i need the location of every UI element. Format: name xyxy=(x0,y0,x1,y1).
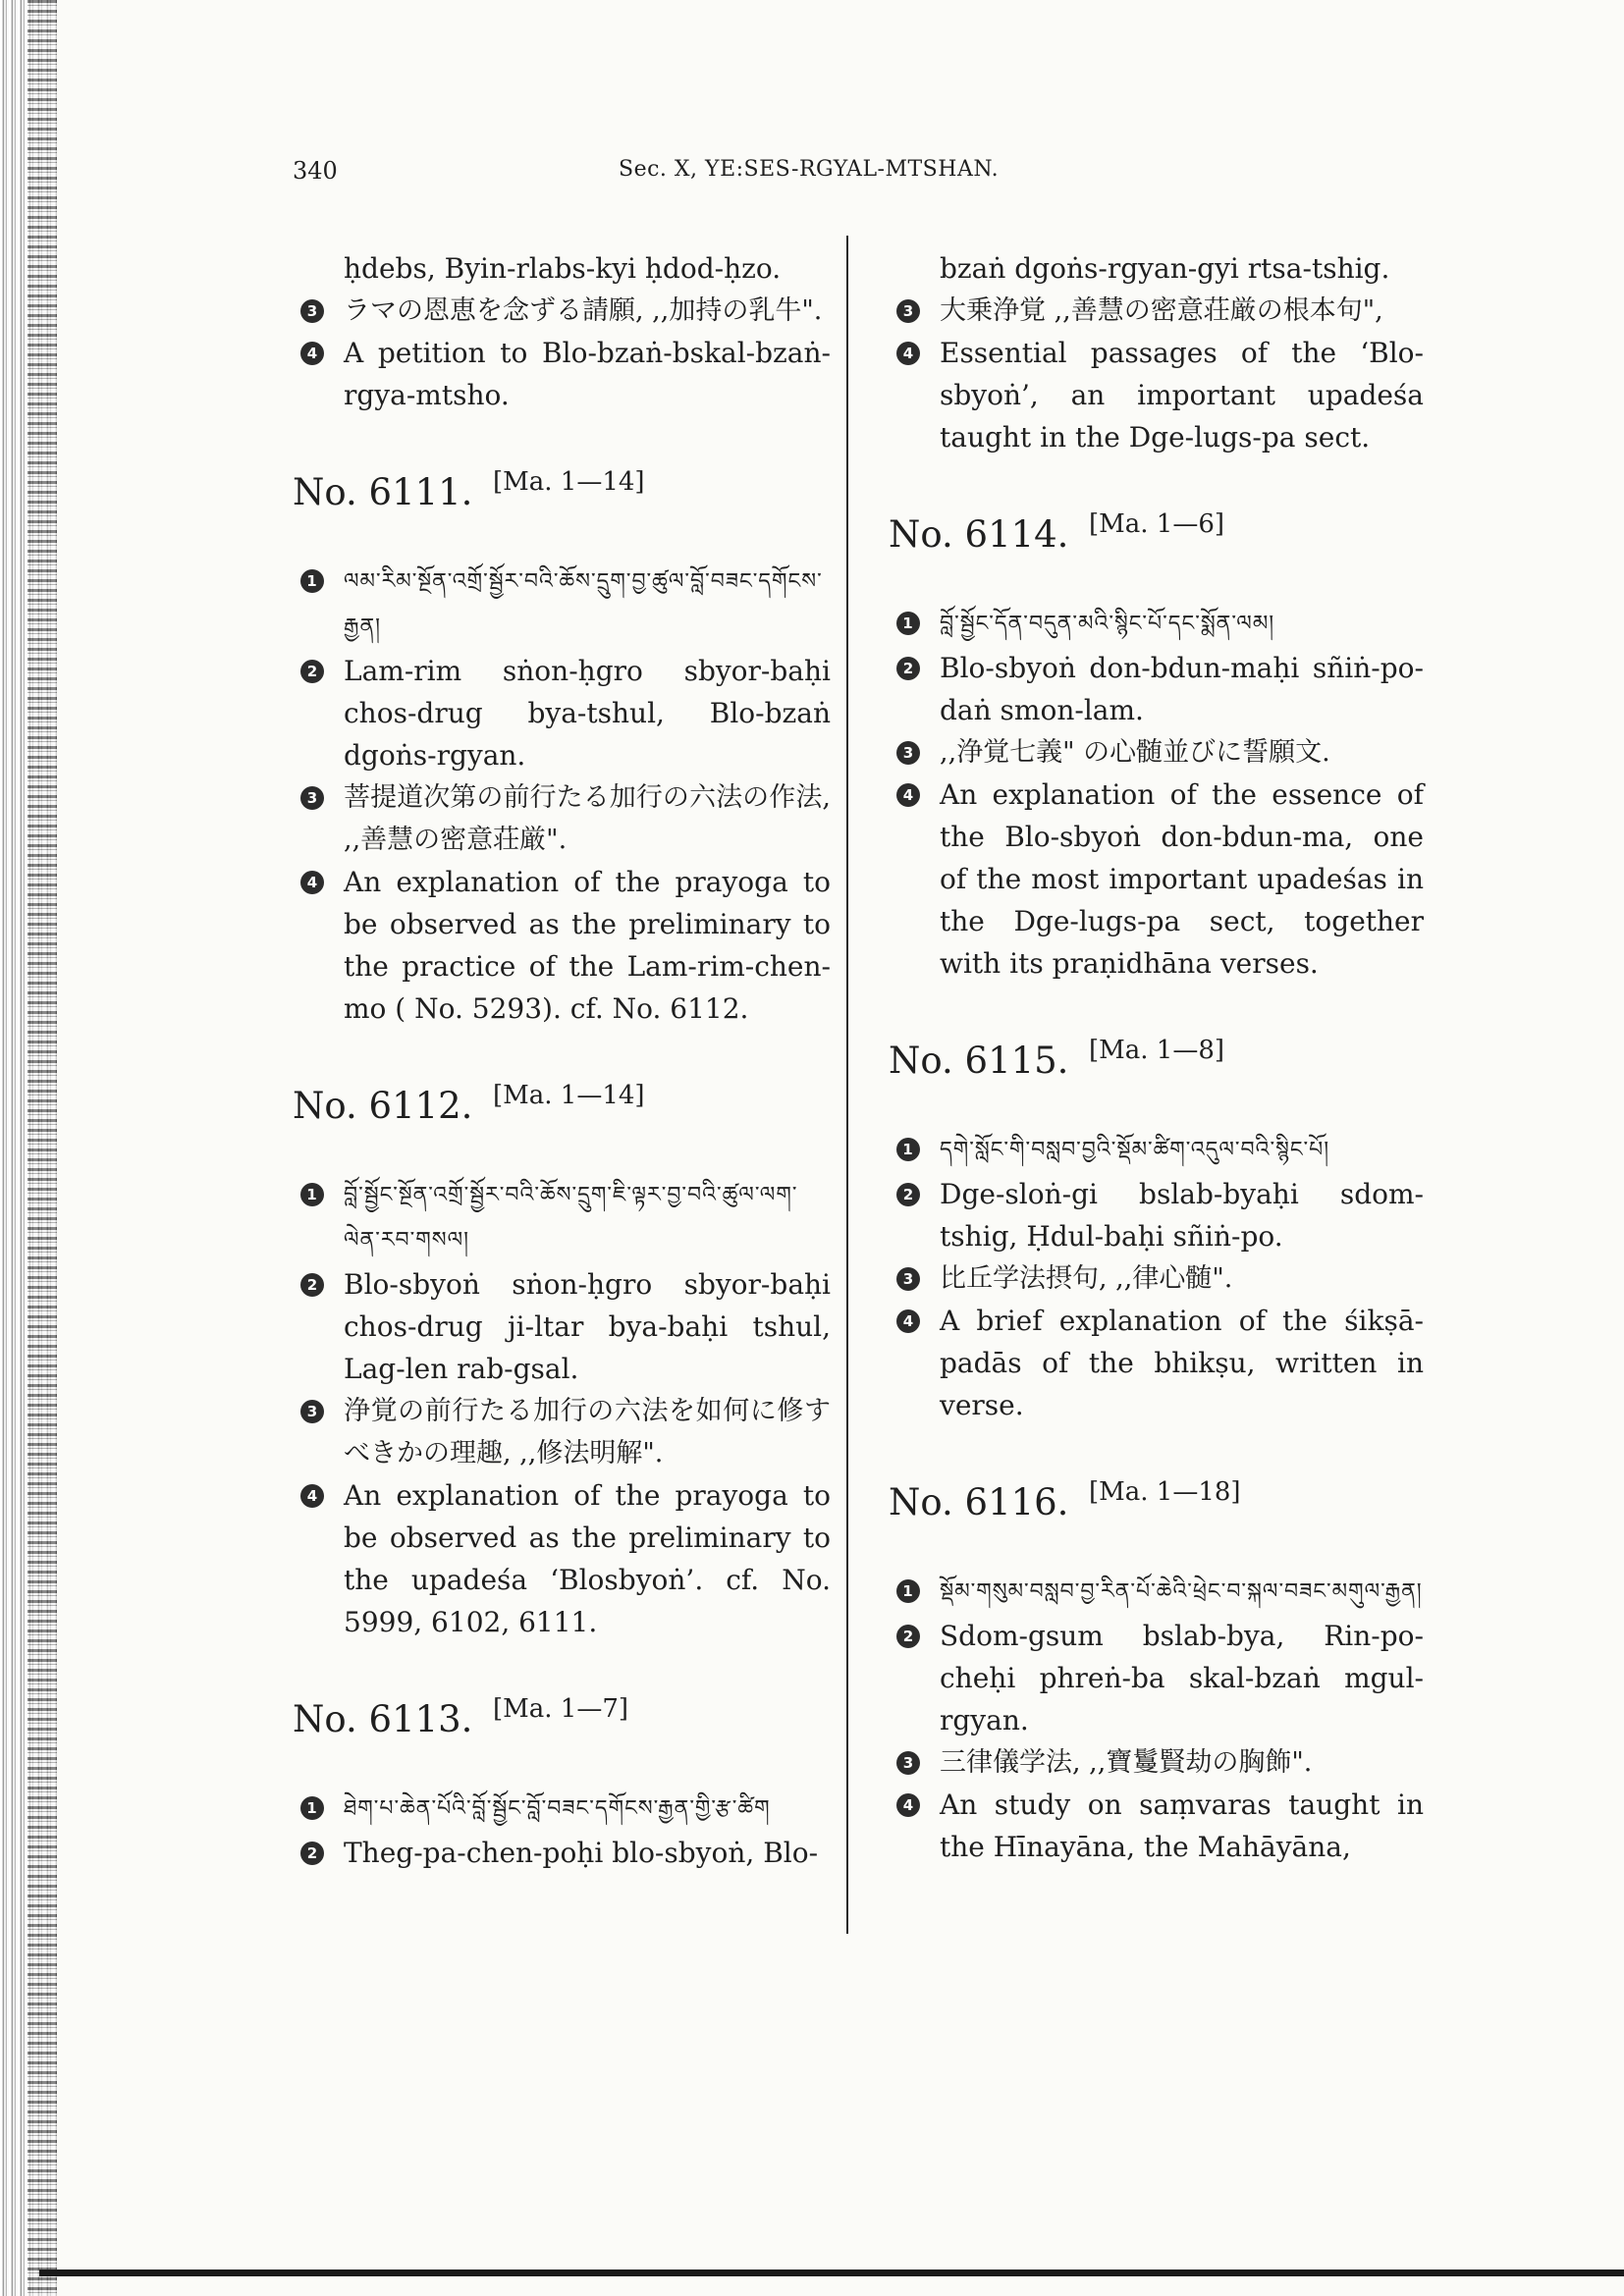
entry-heading-6111 xyxy=(293,467,831,530)
transliteration-text: Sdom-gsum bslab-bya, Rin-po-cheḥi phreṅ-ba skal-bzaṅ mgul-rgyan. xyxy=(940,1620,1424,1736)
tibetan-text: བློ་སྦྱོང་སྔོན་འགྲོ་སྦྱོར་བའི་ཆོས་དྲུག་ཇི་ལྟར་བྱ་བའི་ཚུལ་ལག་ལེན་རབ་གསལ། xyxy=(344,1183,798,1253)
marker-4: 4 xyxy=(300,871,324,894)
entry-english xyxy=(889,774,1424,985)
marker-2: 2 xyxy=(896,1625,920,1648)
continued-line: bzaṅ dgoṅs-rgyan-gyi rtsa-tshig. xyxy=(940,252,1390,285)
marker-3: 3 xyxy=(896,299,920,323)
entry-reference: [Ma. 1—18] xyxy=(1089,1477,1241,1507)
entry-tibetan xyxy=(889,1128,1424,1173)
entry-number: No. 6116. xyxy=(889,1481,1069,1523)
tibetan-text: ཐེག་པ་ཆེན་པོའི་བློ་སྦྱོང་བློ་བཟང་དགོངས་རྒྱན་གྱི་རྩ་ཚིག xyxy=(344,1796,771,1821)
entry-japanese xyxy=(889,290,1424,332)
entry-transliteration xyxy=(889,1615,1424,1741)
marker-3: 3 xyxy=(896,1267,920,1291)
marker-3: 3 xyxy=(896,741,920,765)
entry-number: No. 6111. xyxy=(293,471,473,513)
entry-japanese xyxy=(293,290,831,332)
marker-2: 2 xyxy=(300,1273,324,1297)
entry-english xyxy=(293,861,831,1030)
transliteration-text: Lam-rim sṅon-ḥgro sbyor-baḥi chos-drug bya-tshul, Blo-bzaṅ dgoṅs-rgyan. xyxy=(344,655,831,772)
japanese-text: 比丘学法摂句, ,,律心髄". xyxy=(940,1263,1233,1294)
marker-3: 3 xyxy=(896,1751,920,1775)
entry-heading-6114 xyxy=(889,509,1424,572)
english-text: An explanation of the essence of the Blo-sbyoṅ don-bdun-ma, one of the most important upadeśas in the Dge-lugs-pa sect, together with its praṇidhāna verses. xyxy=(940,778,1424,980)
entry-tibetan xyxy=(293,1173,831,1263)
left-column xyxy=(293,247,831,1874)
entry-transliteration xyxy=(889,1173,1424,1257)
entry-tibetan xyxy=(293,560,831,650)
running-title: Sec. X, YE:SES-RGYAL-MTSHAN. xyxy=(619,157,1000,182)
entry-reference: [Ma. 1—8] xyxy=(1089,1036,1225,1065)
entry-number: No. 6115. xyxy=(889,1040,1069,1082)
entry-heading-6112 xyxy=(293,1081,831,1144)
marker-1: 1 xyxy=(896,612,920,635)
japanese-text: 菩提道次第の前行たる加行の六法の作法, ,,善慧の密意荘厳". xyxy=(344,782,831,855)
page-header xyxy=(0,157,1624,196)
entry-japanese xyxy=(293,776,831,861)
english-text: A brief explanation of the śikṣā-padās of the bhikṣu, written in verse. xyxy=(940,1305,1424,1421)
transliteration-text: Dge-sloṅ-gi bslab-byaḥi sdom-tshig, Ḥdul-baḥi sñiṅ-po. xyxy=(940,1178,1424,1253)
transliteration-text: Theg-pa-chen-poḥi blo-sbyoṅ, Blo- xyxy=(344,1837,819,1869)
english-text: Essential passages of the ‘Blo-sbyoṅ’, an important upadeśa taught in the Dge-lugs-pa sect. xyxy=(940,337,1424,454)
japanese-text: ラマの恩恵を念ずる請願, ,,加持の乳牛". xyxy=(344,295,823,326)
transliteration-text: Blo-sbyoṅ sṅon-ḥgro sbyor-baḥi chos-drug ji-ltar bya-baḥi tshul, Lag-len rab-gsal. xyxy=(344,1268,831,1385)
marker-1: 1 xyxy=(300,1796,324,1820)
entry-number: No. 6113. xyxy=(293,1698,473,1740)
entry-english xyxy=(889,1784,1424,1868)
entry-english xyxy=(293,332,831,416)
marker-4: 4 xyxy=(896,1793,920,1817)
japanese-text: 浄覚の前行たる加行の六法を如何に修すべきかの理趣, ,,修法明解". xyxy=(344,1396,831,1468)
marker-4: 4 xyxy=(896,342,920,365)
entry-reference: [Ma. 1—7] xyxy=(493,1694,629,1724)
english-text: A petition to Blo-bzaṅ-bskal-bzaṅ-rgya-mtsho. xyxy=(344,337,831,411)
japanese-text: 大乗浄覚 ,,善慧の密意荘厳の根本句", xyxy=(940,295,1383,326)
marker-3: 3 xyxy=(300,1400,324,1423)
scan-binding-edge xyxy=(0,0,57,2296)
entry-transliteration xyxy=(889,647,1424,731)
entry-tibetan xyxy=(889,1570,1424,1615)
entry-reference: [Ma. 1—6] xyxy=(1089,509,1225,539)
tibetan-text: བློ་སྦྱོང་དོན་བདུན་མའི་སྙིང་པོ་དང་སྨོན་ལམ། xyxy=(940,612,1275,636)
entry-english xyxy=(293,1474,831,1643)
tibetan-text: དགེ་སློང་གི་བསླབ་བྱའི་སྡོམ་ཚིག་འདུལ་བའི་སྙིང་པོ། xyxy=(940,1138,1330,1162)
entry-heading-6116 xyxy=(889,1477,1424,1540)
marker-4: 4 xyxy=(896,1309,920,1333)
entry-tibetan xyxy=(293,1787,831,1832)
transliteration-text: Blo-sbyoṅ don-bdun-maḥi sñiṅ-po-daṅ smon-lam. xyxy=(940,652,1424,726)
entry-transliteration xyxy=(293,650,831,776)
english-text: An study on saṃvaras taught in the Hīnayāna, the Mahāyāna, xyxy=(940,1789,1424,1863)
marker-4: 4 xyxy=(896,783,920,807)
bottom-rule xyxy=(39,2269,1624,2276)
marker-1: 1 xyxy=(300,1183,324,1206)
entry-english xyxy=(889,332,1424,458)
marker-1: 1 xyxy=(896,1579,920,1603)
entry-number: No. 6112. xyxy=(293,1085,473,1127)
japanese-text: ,,浄覚七義" の心髄並びに誓願文. xyxy=(940,737,1330,768)
japanese-text: 三律儀学法, ,,寶鬘賢劫の胸飾". xyxy=(940,1747,1313,1778)
entry-japanese xyxy=(889,731,1424,774)
marker-4: 4 xyxy=(300,1484,324,1508)
entry-reference: [Ma. 1—14] xyxy=(493,467,645,497)
right-column xyxy=(889,247,1424,1868)
page-number: 340 xyxy=(293,157,338,185)
entry-japanese xyxy=(293,1390,831,1474)
english-text: An explanation of the prayoga to be observed as the preliminary to the upadeśa ‘Blosbyoṅ’. cf. No. 5999, 6102, 6111. xyxy=(344,1479,831,1638)
entry-transliteration xyxy=(293,1832,831,1874)
marker-3: 3 xyxy=(300,299,324,323)
english-text: An explanation of the prayoga to be observed as the preliminary to the practice of the Lam-rim-chen-mo ( No. 5293). cf. No. 6112. xyxy=(344,866,831,1025)
marker-3: 3 xyxy=(300,786,324,810)
marker-2: 2 xyxy=(896,657,920,680)
entry-english xyxy=(889,1300,1424,1426)
entry-heading-6113 xyxy=(293,1694,831,1757)
entry-number: No. 6114. xyxy=(889,513,1069,556)
marker-2: 2 xyxy=(300,1842,324,1865)
tibetan-text: སྡོམ་གསུམ་བསླབ་བྱ་རིན་པོ་ཆེའི་ཕྲེང་བ་སྐལ་བཟང་མགུལ་རྒྱན། xyxy=(940,1579,1423,1604)
marker-1: 1 xyxy=(300,569,324,593)
marker-4: 4 xyxy=(300,342,324,365)
marker-2: 2 xyxy=(300,660,324,683)
entry-heading-6115 xyxy=(889,1036,1424,1098)
column-divider xyxy=(846,236,848,1934)
entry-reference: [Ma. 1—14] xyxy=(493,1081,645,1110)
marker-2: 2 xyxy=(896,1183,920,1206)
marker-1: 1 xyxy=(896,1138,920,1161)
entry-tibetan xyxy=(889,602,1424,647)
entry-japanese xyxy=(889,1741,1424,1784)
continued-line: ḥdebs, Byin-rlabs-kyi ḥdod-ḥzo. xyxy=(344,252,782,285)
entry-japanese xyxy=(889,1257,1424,1300)
tibetan-text: ལམ་རིམ་སྔོན་འགྲོ་སྦྱོར་བའི་ཆོས་དྲུག་བྱ་ཚུལ་བློ་བཟང་དགོངས་རྒྱན། xyxy=(344,569,823,639)
entry-transliteration xyxy=(293,1263,831,1390)
